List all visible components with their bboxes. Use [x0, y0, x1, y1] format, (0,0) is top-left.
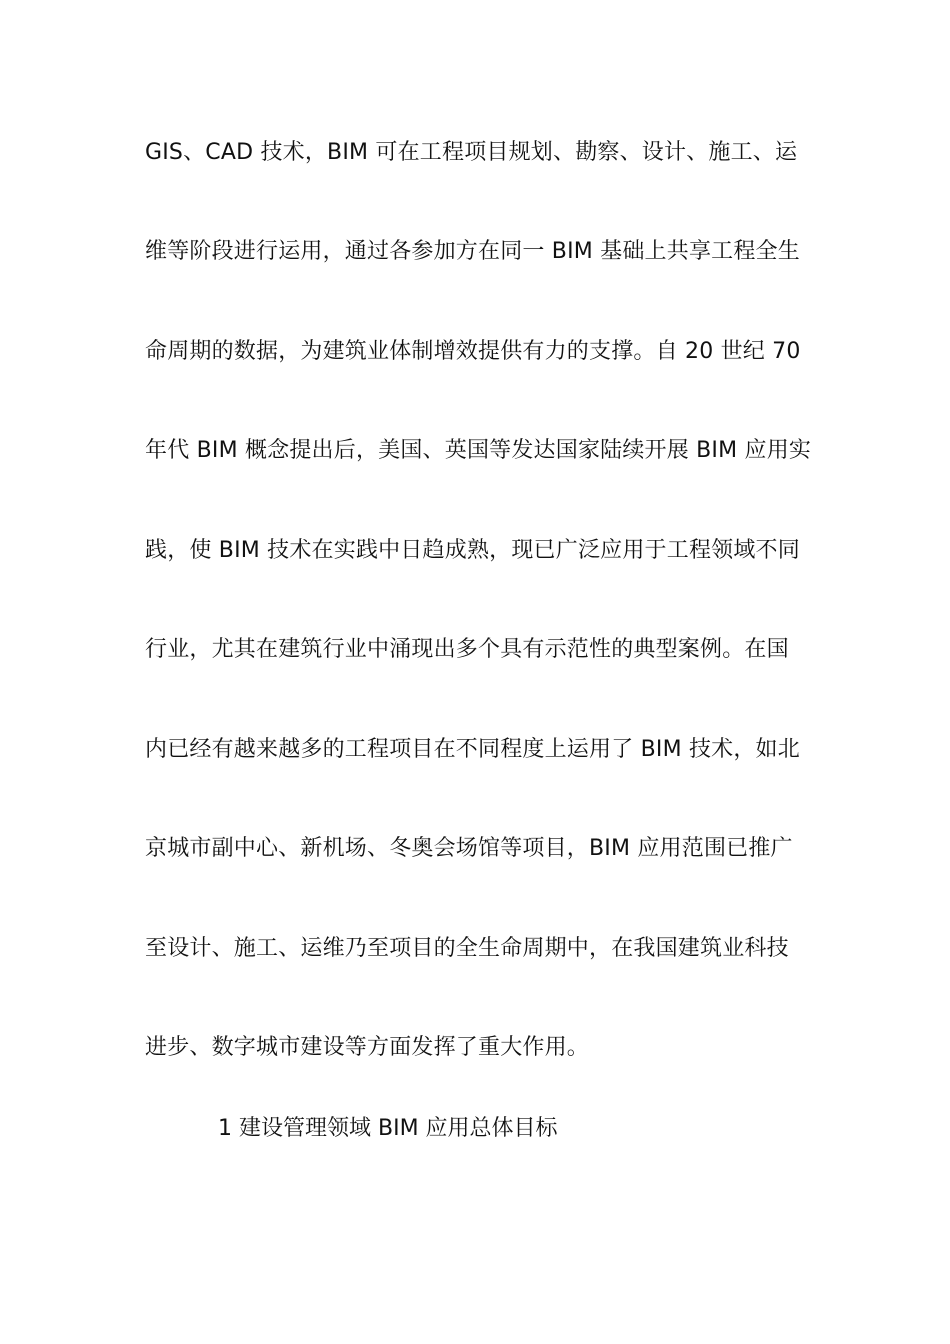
body-text-line: 内已经有越来越多的工程项目在不同程度上运用了 BIM 技术，如北 — [145, 737, 800, 762]
body-text-line: 年代 BIM 概念提出后，美国、英国等发达国家陆续开展 BIM 应用实 — [145, 438, 812, 463]
body-text-line: 行业，尤其在建筑行业中涌现出多个具有示范性的典型案例。在国 — [145, 637, 789, 662]
body-text-line: 维等阶段进行运用，通过各参加方在同一 BIM 基础上共享工程全生 — [145, 239, 800, 264]
body-text-line: 进步、数字城市建设等方面发挥了重大作用。 — [145, 1035, 590, 1060]
body-text-line: 至设计、施工、运维乃至项目的全生命周期中，在我国建筑业科技 — [145, 936, 789, 961]
body-text-line: 命周期的数据，为建筑业体制增效提供有力的支撑。自 20 世纪 70 — [145, 339, 801, 364]
body-text-line: 京城市副中心、新机场、冬奥会场馆等项目，BIM 应用范围已推广 — [145, 836, 793, 861]
section-heading: 1 建设管理领域 BIM 应用总体目标 — [218, 1116, 558, 1141]
body-text-line: GIS、CAD 技术，BIM 可在工程项目规划、勘察、设计、施工、运 — [145, 140, 798, 165]
body-text-line: 践，使 BIM 技术在实践中日趋成熟，现已广泛应用于工程领域不同 — [145, 538, 800, 563]
